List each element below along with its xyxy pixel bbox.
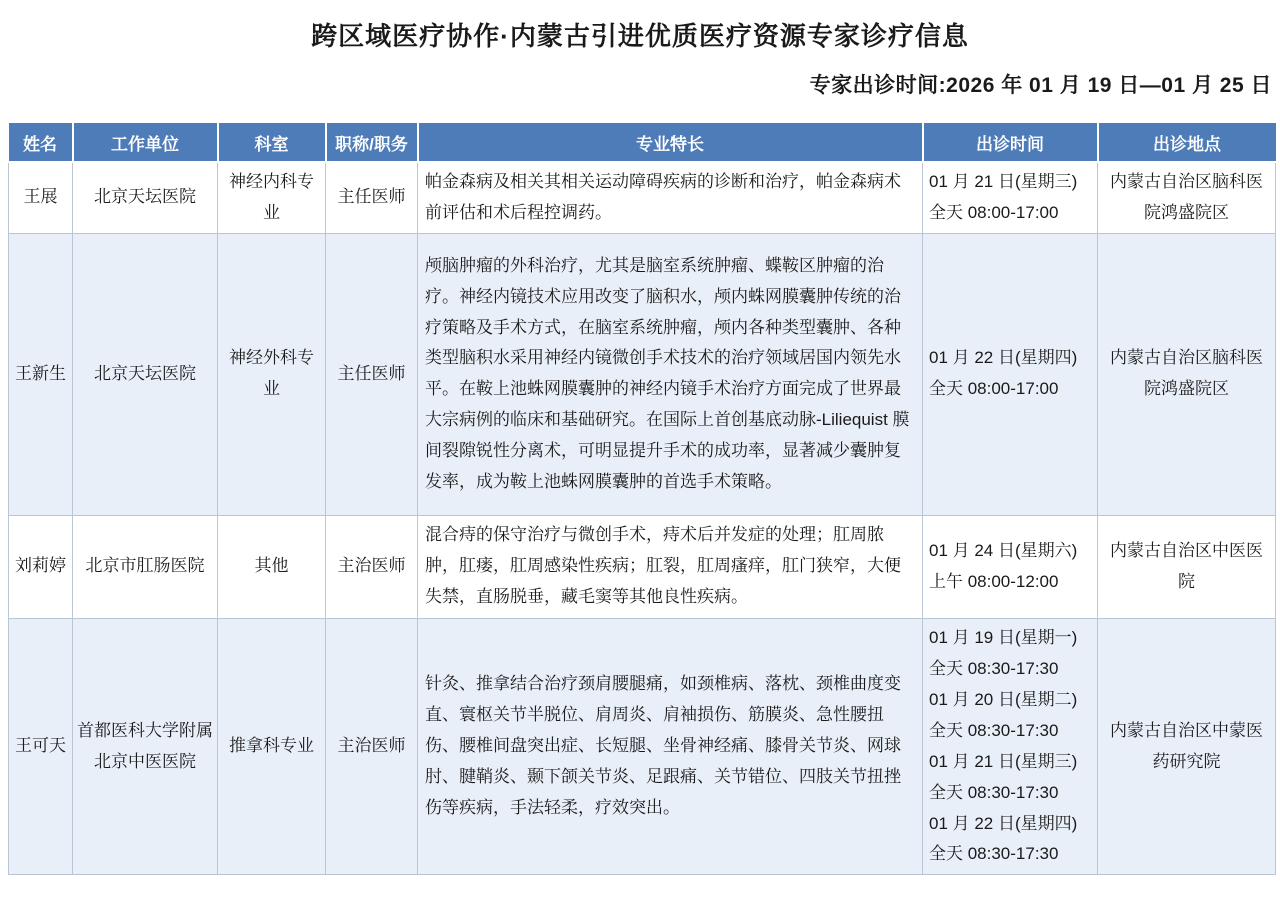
job-title-cell: 主治医师: [326, 515, 418, 618]
schedule-line: 01 月 21 日(星期三): [929, 751, 1078, 771]
schedule-line: 上午 08:00-12:00: [929, 571, 1059, 591]
specialty-cell: 针灸、推拿结合治疗颈肩腰腿痛，如颈椎病、落枕、颈椎曲度变直、寰枢关节半脱位、肩周炎、肩袖损伤、筋膜炎、急性腰扭伤、腰椎间盘突出症、长短腿、坐骨神经痛、膝骨关节炎、网球肘、腱鞘炎、颞下颌关节炎、足跟痛、关节错位、四肢关节扭挫伤等疾病，手法轻柔，疗效突出。: [418, 618, 923, 875]
job-title-cell: 主任医师: [326, 162, 418, 233]
table-body: [9, 162, 1276, 875]
schedule-cell: [923, 515, 1098, 618]
schedule-line: 01 月 21 日(星期三): [929, 172, 1078, 191]
schedule-line: 01 月 20 日(星期二): [929, 689, 1078, 709]
header-job-title: 职称/职务: [326, 123, 418, 162]
workplace-cell: 北京天坛医院: [73, 162, 218, 233]
schedule-line: 01 月 22 日(星期四): [929, 348, 1078, 368]
location-cell: 内蒙古自治区中蒙医药研究院: [1098, 618, 1276, 875]
table-header: [9, 123, 1276, 162]
schedule-line: 全天 08:00-17:00: [929, 202, 1059, 222]
page-title: 跨区域医疗协作·内蒙古引进优质医疗资源专家诊疗信息: [311, 21, 969, 51]
schedule-line: 01 月 24 日(星期六): [929, 540, 1078, 560]
schedule-line: 全天 08:30-17:30: [929, 658, 1059, 678]
header-name: 姓名: [9, 123, 73, 162]
table-row: [9, 515, 1276, 618]
header-workplace: 工作单位: [73, 123, 218, 162]
job-title-cell: 主治医师: [326, 618, 418, 875]
location-cell: 内蒙古自治区中医医院: [1098, 515, 1276, 618]
header-row: [9, 123, 1276, 162]
header-location: 出诊地点: [1098, 123, 1276, 162]
location-cell: 内蒙古自治区脑科医院鸿盛院区: [1098, 162, 1276, 233]
schedule-line: 01 月 19 日(星期一): [929, 627, 1078, 647]
expert-name-cell: 刘莉婷: [9, 515, 73, 618]
header-department: 科室: [218, 123, 326, 162]
expert-name-cell: 王新生: [9, 233, 73, 515]
job-title-cell: 主任医师: [326, 233, 418, 515]
schedule-line: 全天 08:00-17:00: [929, 379, 1059, 399]
department-cell: 推拿科专业: [218, 618, 326, 875]
schedule-cell: [923, 233, 1098, 515]
schedule-line: 01 月 22 日(星期四): [929, 813, 1078, 833]
department-cell: 神经内科专业: [218, 162, 326, 233]
specialty-cell: 混合痔的保守治疗与微创手术，痔术后并发症的处理；肛周脓肿，肛瘘，肛周感染性疾病；肛裂，肛周瘙痒，肛门狭窄，大便失禁，直肠脱垂，藏毛窦等其他良性疾病。: [418, 515, 923, 618]
department-cell: 其他: [218, 515, 326, 618]
schedule-cell: [923, 162, 1098, 233]
schedule-period-subtitle: 专家出诊时间:2026 年 01 月 19 日—01 月 25 日: [809, 74, 1272, 97]
table-row: [9, 233, 1276, 515]
header-schedule: 出诊时间: [923, 123, 1098, 162]
workplace-cell: 首都医科大学附属北京中医医院: [73, 618, 218, 875]
schedule-cell: [923, 618, 1098, 875]
specialty-cell: 帕金森病及相关其相关运动障碍疾病的诊断和治疗，帕金森病术前评估和术后程控调药。: [418, 162, 923, 233]
header-specialty: 专业特长: [418, 123, 923, 162]
schedule-line: 全天 08:30-17:30: [929, 782, 1059, 802]
experts-table: [8, 123, 1276, 875]
schedule-line: 全天 08:30-17:30: [929, 720, 1059, 740]
table-row: [9, 618, 1276, 875]
department-cell: 神经外科专业: [218, 233, 326, 515]
workplace-cell: 北京市肛肠医院: [73, 515, 218, 618]
location-cell: 内蒙古自治区脑科医院鸿盛院区: [1098, 233, 1276, 515]
expert-name-cell: 王展: [9, 162, 73, 233]
schedule-line: 全天 08:30-17:30: [929, 844, 1059, 864]
table-row: [9, 162, 1276, 233]
specialty-cell: 颅脑肿瘤的外科治疗，尤其是脑室系统肿瘤、蝶鞍区肿瘤的治疗。神经内镜技术应用改变了脑积水，颅内蛛网膜囊肿传统的治疗策略及手术方式，在脑室系统肿瘤，颅内各种类型囊肿、各种类型脑积水采用神经内镜微创手术技术的治疗领域居国内领先水平。在鞍上池蛛网膜囊肿的神经内镜手术治疗方面完成了世界最大宗病例的临床和基础研究。在国际上首创基底动脉-Liliequist 膜间裂隙锐性分离术，可明显提升手术的成功率，显著减少囊肿复发率，成为鞍上池蛛网膜囊肿的首选手术策略。: [418, 233, 923, 515]
expert-name-cell: 王可天: [9, 618, 73, 875]
workplace-cell: 北京天坛医院: [73, 233, 218, 515]
